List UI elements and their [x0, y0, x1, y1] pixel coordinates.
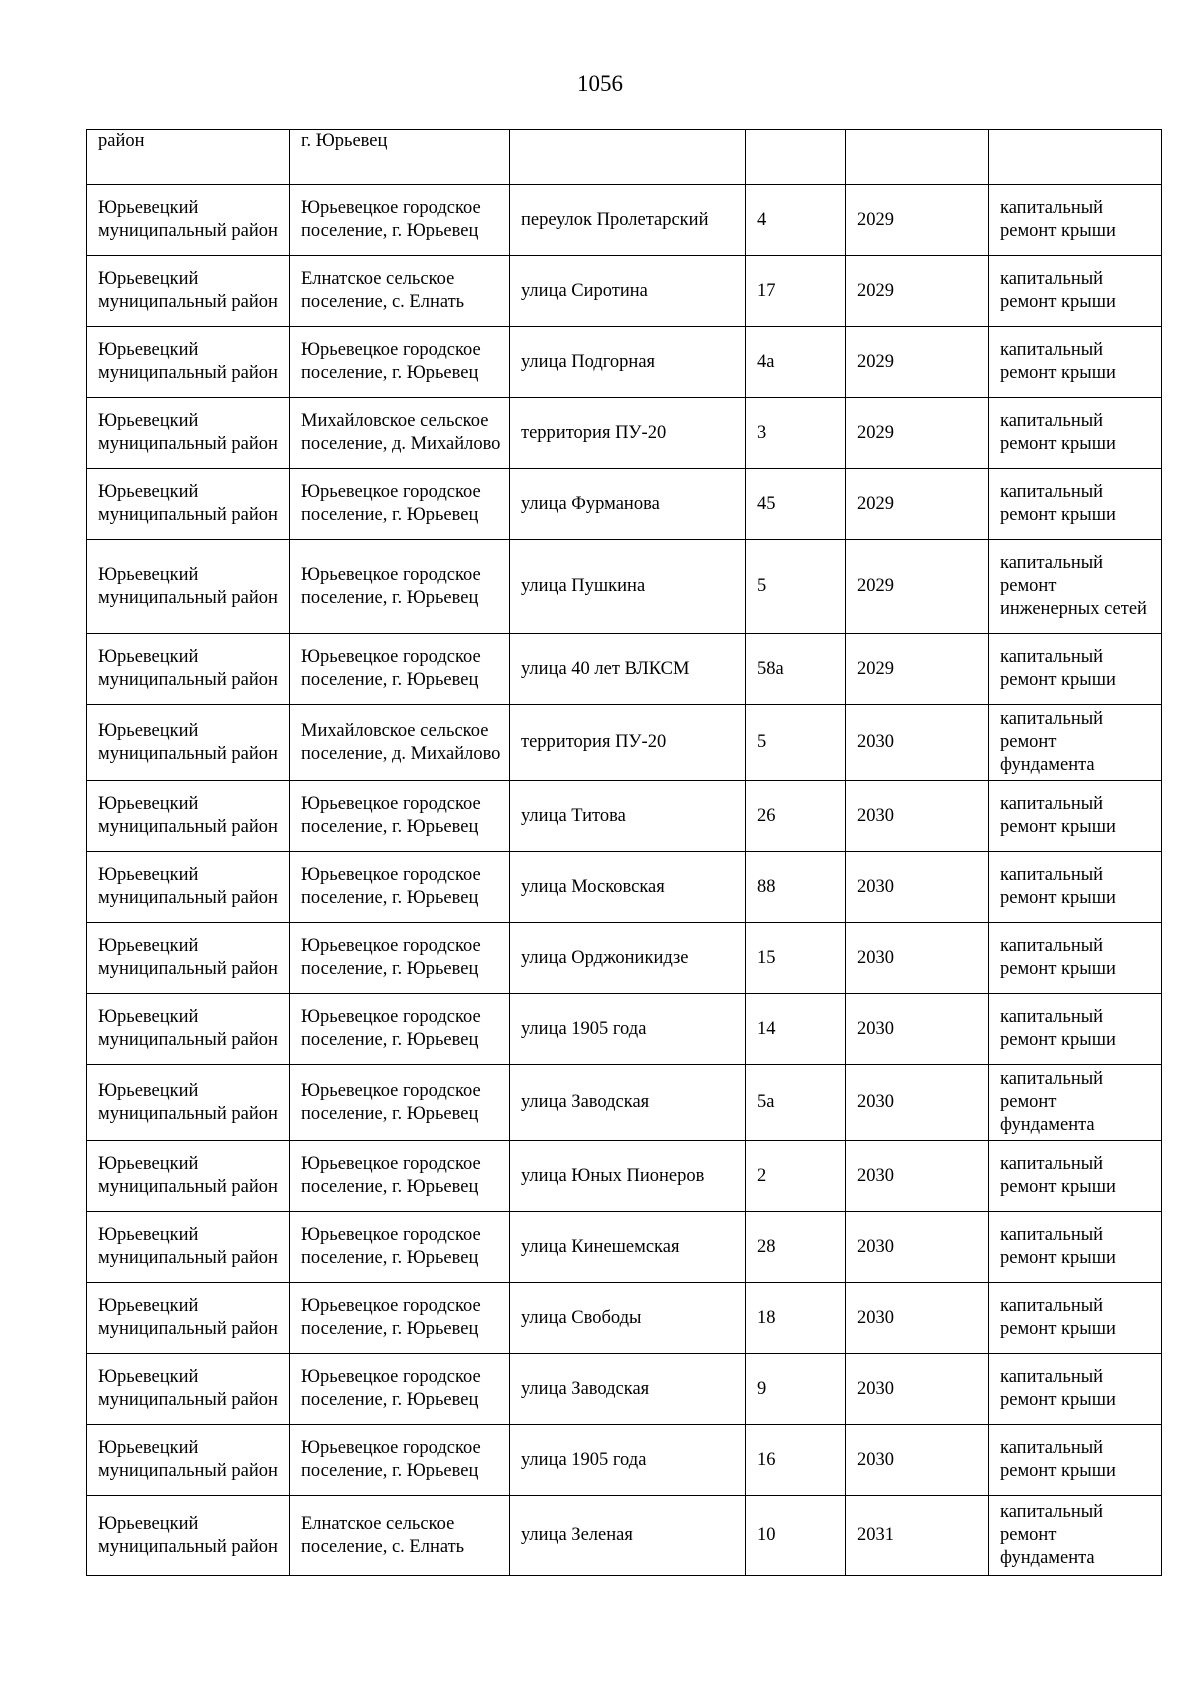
page-number: 1056 — [577, 71, 623, 96]
settlement-cell: Юрьевецкое городское поселение, г. Юрьевец — [290, 781, 510, 852]
house-cell: 15 — [746, 923, 846, 994]
settlement-cell: Елнатское сельское поселение, с. Елнать — [290, 1496, 510, 1576]
table-row — [87, 185, 1162, 256]
settlement-cell: Юрьевецкое городское поселение, г. Юрьевец — [290, 1425, 510, 1496]
house-cell: 45 — [746, 469, 846, 540]
settlement-cell: Юрьевецкое городское поселение, г. Юрьевец — [290, 1065, 510, 1141]
settlement-cell: г. Юрьевец — [290, 130, 510, 185]
district-cell: Юрьевецкий муниципальный район — [87, 185, 290, 256]
table-row — [87, 1283, 1162, 1354]
house-cell: 28 — [746, 1212, 846, 1283]
settlement-cell: Елнатское сельское поселение, с. Елнать — [290, 256, 510, 327]
year-cell — [846, 130, 989, 185]
work-cell: капитальный ремонт фундамента — [989, 1496, 1162, 1576]
district-cell: Юрьевецкий муниципальный район — [87, 1354, 290, 1425]
district-cell: Юрьевецкий муниципальный район — [87, 398, 290, 469]
street-cell: улица Орджоникидзе — [510, 923, 746, 994]
year-cell: 2030 — [846, 1212, 989, 1283]
street-cell: улица Московская — [510, 852, 746, 923]
table-row — [87, 1212, 1162, 1283]
work-cell: капитальный ремонт крыши — [989, 1212, 1162, 1283]
house-cell: 26 — [746, 781, 846, 852]
settlement-cell: Юрьевецкое городское поселение, г. Юрьевец — [290, 1354, 510, 1425]
work-cell: капитальный ремонт крыши — [989, 634, 1162, 705]
district-cell: Юрьевецкий муниципальный район — [87, 1212, 290, 1283]
house-cell: 9 — [746, 1354, 846, 1425]
settlement-cell: Юрьевецкое городское поселение, г. Юрьевец — [290, 994, 510, 1065]
table-row — [87, 256, 1162, 327]
house-cell: 5 — [746, 705, 846, 781]
table-row — [87, 1354, 1162, 1425]
year-cell: 2030 — [846, 1354, 989, 1425]
settlement-cell: Юрьевецкое городское поселение, г. Юрьевец — [290, 1212, 510, 1283]
district-cell: район — [87, 130, 290, 185]
table-row — [87, 398, 1162, 469]
work-cell: капитальный ремонт крыши — [989, 469, 1162, 540]
street-cell: улица 1905 года — [510, 994, 746, 1065]
settlement-cell: Юрьевецкое городское поселение, г. Юрьевец — [290, 852, 510, 923]
year-cell: 2029 — [846, 398, 989, 469]
house-cell: 10 — [746, 1496, 846, 1576]
street-cell — [510, 130, 746, 185]
house-cell: 5а — [746, 1065, 846, 1141]
work-cell: капитальный ремонт крыши — [989, 1354, 1162, 1425]
house-cell: 18 — [746, 1283, 846, 1354]
street-cell: улица Заводская — [510, 1065, 746, 1141]
district-cell: Юрьевецкий муниципальный район — [87, 256, 290, 327]
work-cell: капитальный ремонт крыши — [989, 1283, 1162, 1354]
work-cell: капитальный ремонт крыши — [989, 781, 1162, 852]
work-cell — [989, 130, 1162, 185]
table-row — [87, 327, 1162, 398]
year-cell: 2029 — [846, 185, 989, 256]
work-cell: капитальный ремонт крыши — [989, 923, 1162, 994]
settlement-cell: Юрьевецкое городское поселение, г. Юрьевец — [290, 540, 510, 634]
year-cell: 2030 — [846, 994, 989, 1065]
street-cell: улица Юных Пионеров — [510, 1141, 746, 1212]
street-cell: улица Титова — [510, 781, 746, 852]
year-cell: 2030 — [846, 923, 989, 994]
table-row — [87, 1496, 1162, 1576]
house-cell: 2 — [746, 1141, 846, 1212]
year-cell: 2030 — [846, 852, 989, 923]
street-cell: улица Зеленая — [510, 1496, 746, 1576]
house-cell: 17 — [746, 256, 846, 327]
district-cell: Юрьевецкий муниципальный район — [87, 1141, 290, 1212]
district-cell: Юрьевецкий муниципальный район — [87, 469, 290, 540]
year-cell: 2030 — [846, 1425, 989, 1496]
settlement-cell: Юрьевецкое городское поселение, г. Юрьевец — [290, 1141, 510, 1212]
year-cell: 2030 — [846, 1141, 989, 1212]
table-row — [87, 540, 1162, 634]
district-cell: Юрьевецкий муниципальный район — [87, 852, 290, 923]
street-cell: улица 1905 года — [510, 1425, 746, 1496]
year-cell: 2029 — [846, 634, 989, 705]
street-cell: улица Кинешемская — [510, 1212, 746, 1283]
house-cell: 14 — [746, 994, 846, 1065]
district-cell: Юрьевецкий муниципальный район — [87, 923, 290, 994]
year-cell: 2029 — [846, 327, 989, 398]
table-row — [87, 1141, 1162, 1212]
district-cell: Юрьевецкий муниципальный район — [87, 994, 290, 1065]
house-cell: 88 — [746, 852, 846, 923]
district-cell: Юрьевецкий муниципальный район — [87, 1496, 290, 1576]
street-cell: улица Заводская — [510, 1354, 746, 1425]
district-cell: Юрьевецкий муниципальный район — [87, 540, 290, 634]
work-cell: капитальный ремонт инженерных сетей — [989, 540, 1162, 634]
district-cell: Юрьевецкий муниципальный район — [87, 1425, 290, 1496]
year-cell: 2029 — [846, 469, 989, 540]
street-cell: улица Пушкина — [510, 540, 746, 634]
year-cell: 2030 — [846, 705, 989, 781]
house-cell: 4а — [746, 327, 846, 398]
settlement-cell: Юрьевецкое городское поселение, г. Юрьевец — [290, 634, 510, 705]
house-cell: 16 — [746, 1425, 846, 1496]
table-row — [87, 634, 1162, 705]
table-row — [87, 994, 1162, 1065]
street-cell: переулок Пролетарский — [510, 185, 746, 256]
district-cell: Юрьевецкий муниципальный район — [87, 327, 290, 398]
work-cell: капитальный ремонт фундамента — [989, 705, 1162, 781]
settlement-cell: Юрьевецкое городское поселение, г. Юрьевец — [290, 327, 510, 398]
street-cell: улица Подгорная — [510, 327, 746, 398]
work-cell: капитальный ремонт крыши — [989, 994, 1162, 1065]
table-row — [87, 130, 1162, 185]
street-cell: улица Свободы — [510, 1283, 746, 1354]
house-cell: 5 — [746, 540, 846, 634]
table-row — [87, 852, 1162, 923]
street-cell: территория ПУ-20 — [510, 705, 746, 781]
year-cell: 2029 — [846, 256, 989, 327]
year-cell: 2030 — [846, 1065, 989, 1141]
settlement-cell: Юрьевецкое городское поселение, г. Юрьевец — [290, 469, 510, 540]
year-cell: 2030 — [846, 781, 989, 852]
year-cell: 2031 — [846, 1496, 989, 1576]
work-cell: капитальный ремонт крыши — [989, 852, 1162, 923]
table-row — [87, 1065, 1162, 1141]
table-row — [87, 781, 1162, 852]
year-cell: 2029 — [846, 540, 989, 634]
settlement-cell: Михайловское сельское поселение, д. Михайлово — [290, 398, 510, 469]
settlement-cell: Юрьевецкое городское поселение, г. Юрьевец — [290, 1283, 510, 1354]
work-cell: капитальный ремонт фундамента — [989, 1065, 1162, 1141]
work-cell: капитальный ремонт крыши — [989, 185, 1162, 256]
table-row — [87, 705, 1162, 781]
table-row — [87, 923, 1162, 994]
house-cell — [746, 130, 846, 185]
street-cell: территория ПУ-20 — [510, 398, 746, 469]
district-cell: Юрьевецкий муниципальный район — [87, 705, 290, 781]
table-row — [87, 1425, 1162, 1496]
repair-schedule-table — [86, 129, 1162, 1576]
district-cell: Юрьевецкий муниципальный район — [87, 781, 290, 852]
work-cell: капитальный ремонт крыши — [989, 256, 1162, 327]
year-cell: 2030 — [846, 1283, 989, 1354]
work-cell: капитальный ремонт крыши — [989, 1425, 1162, 1496]
settlement-cell: Юрьевецкое городское поселение, г. Юрьевец — [290, 185, 510, 256]
settlement-cell: Михайловское сельское поселение, д. Михайлово — [290, 705, 510, 781]
work-cell: капитальный ремонт крыши — [989, 398, 1162, 469]
street-cell: улица Сиротина — [510, 256, 746, 327]
district-cell: Юрьевецкий муниципальный район — [87, 634, 290, 705]
street-cell: улица 40 лет ВЛКСМ — [510, 634, 746, 705]
street-cell: улица Фурманова — [510, 469, 746, 540]
work-cell: капитальный ремонт крыши — [989, 1141, 1162, 1212]
house-cell: 4 — [746, 185, 846, 256]
house-cell: 3 — [746, 398, 846, 469]
house-cell: 58а — [746, 634, 846, 705]
work-cell: капитальный ремонт крыши — [989, 327, 1162, 398]
settlement-cell: Юрьевецкое городское поселение, г. Юрьевец — [290, 923, 510, 994]
district-cell: Юрьевецкий муниципальный район — [87, 1065, 290, 1141]
table-row — [87, 469, 1162, 540]
district-cell: Юрьевецкий муниципальный район — [87, 1283, 290, 1354]
